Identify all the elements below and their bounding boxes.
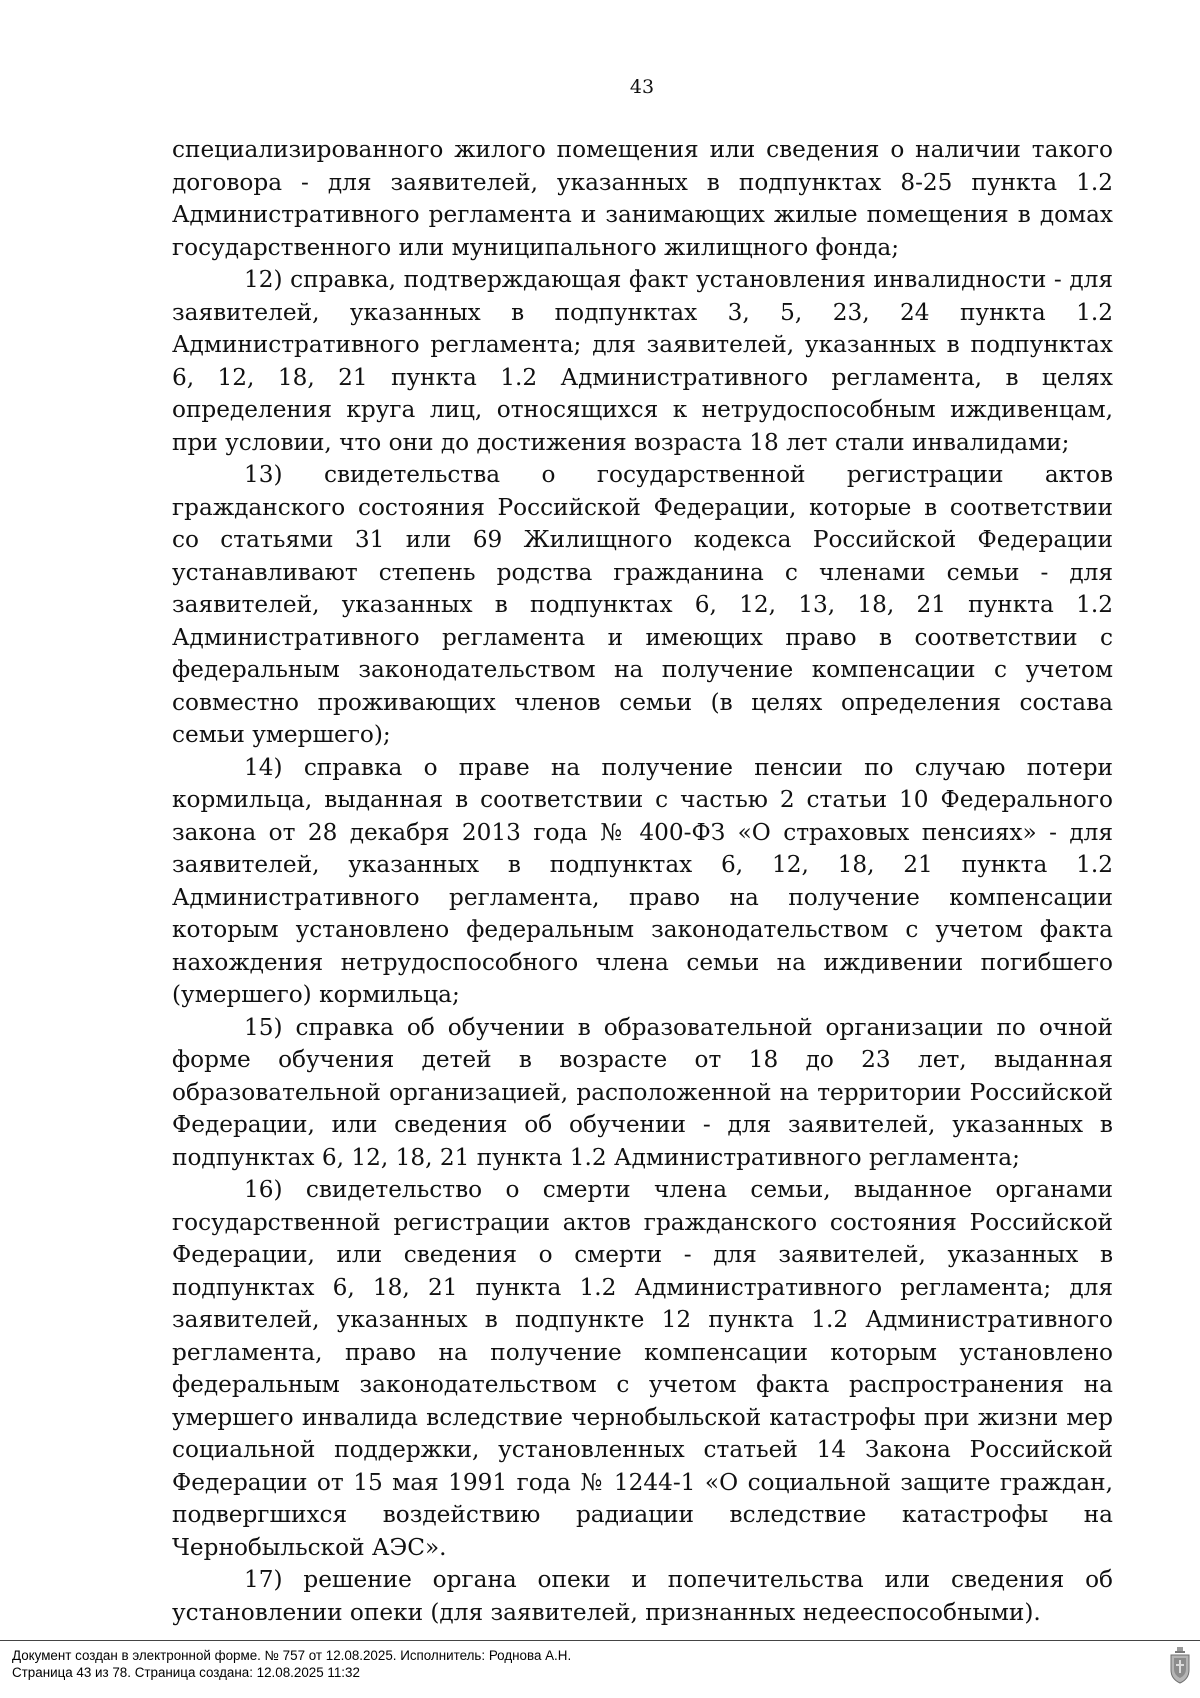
list-item-12: 12) справка, подтверждающая факт установления инвалидности - для заявителей, указанных в подпунктах 3, 5, 23, 24 пункта 1.2 Административного регламента; для заявителей, указанных в подпунктах 6, 12, 18, 21 пункта 1.2 Административного регламента, в целях определения круга лиц, относящихся к нетрудоспособным иждивенцам, при условии, что они до достижения возраста 18 лет стали инвалидами; — [172, 266, 1113, 456]
footer-divider — [0, 1640, 1200, 1641]
footer-document-info: Документ создан в электронной форме. № 757 от 12.08.2025. Исполнитель: Роднова А.Н. — [12, 1648, 572, 1663]
footer-page-info: Страница 43 из 78. Страница создана: 12.08.2025 11:32 — [12, 1664, 360, 1680]
paragraph-continuation: специализированного жилого помещения или сведения о наличии такого договора - для заявителей, указанных в подпунктах 8-25 пункта 1.2 Административного регламента и занимающих жилые помещения в домах государственного или муниципального жилищного фонда; — [172, 136, 1113, 261]
document-body — [172, 134, 1113, 1629]
list-item-15: 15) справка об обучении в образовательной организации по очной форме обучения детей в возрасте от 18 до 23 лет, выданная образовательной организацией, расположенной на территории Российской Федерации, или сведения об обучении - для заявителей, указанных в подпунктах 6, 12, 18, 21 пункта 1.2 Административного регламента; — [172, 1013, 1113, 1171]
list-item-14: 14) справка о праве на получение пенсии по случаю потери кормильца, выданная в соответствии с частью 2 статьи 10 Федерального закона от 28 декабря 2013 года № 400-ФЗ «О страховых пенсиях» - для заявителей, указанных в подпунктах 6, 12, 18, 21 пункта 1.2 Административного регламента, право на получение компенсации которым установлено федеральным законодательством с учетом факта нахождения нетрудоспособного члена семьи на иждивении погибшего (умершего) кормильца; — [172, 753, 1113, 1008]
footer — [12, 1648, 571, 1681]
list-item-13: 13) свидетельства о государственной регистрации актов гражданского состояния Российской Федерации, которые в соответствии со статьями 31 или 69 Жилищного кодекса Российской Федерации устанавливают степень родства гражданина с членами семьи - для заявителей, указанных в подпунктах 6, 12, 13, 18, 21 пункта 1.2 Административного регламента и имеющих право в соответствии с федеральным законодательством на получение компенсации с учетом совместно проживающих членов семьи (в целях определения состава семьи умершего); — [172, 461, 1113, 748]
list-item-16: 16) свидетельство о смерти члена семьи, выданное органами государственной регистрации актов гражданского состояния Российской Федерации, или сведения о смерти - для заявителей, указанных в подпунктах 6, 18, 21 пункта 1.2 Административного регламента; для заявителей, указанных в подпункте 12 пункта 1.2 Административного регламента, право на получение компенсации которым установлено федеральным законодательством с учетом факта распространения на умершего инвалида вследствие чернобыльской катастрофы при жизни мер социальной поддержки, установленных статьей 14 Закона Российской Федерации от 15 мая 1991 года № 1244-1 «О социальной защите граждан, подвергшихся воздействию радиации вследствие катастрофы на Чернобыльской АЭС». — [172, 1176, 1113, 1561]
coat-of-arms-icon — [1168, 1646, 1192, 1684]
list-item-17: 17) решение органа опеки и попечительства или сведения об установлении опеки (для заявителей, признанных недееспособными). — [172, 1566, 1113, 1626]
page-number: 43 — [629, 76, 655, 98]
